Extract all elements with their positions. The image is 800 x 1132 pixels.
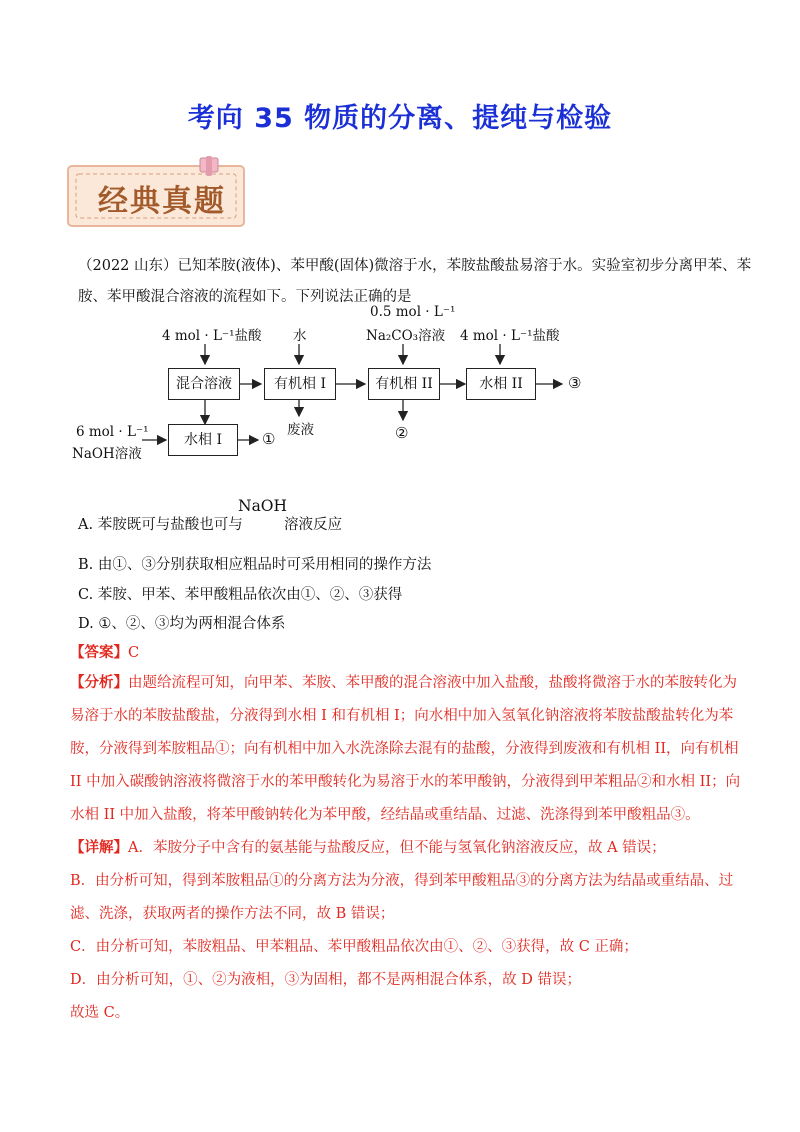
reagent-na2co3-conc: 0.5 mol · L⁻¹ <box>370 304 456 320</box>
detail-line-1 <box>70 836 666 857</box>
analysis-line-3: 胺，分液得到苯胺粗品①；向有机相中加入水洗涤除去混有的盐酸，分液得到废液和有机相 II，向有机相 <box>70 741 739 757</box>
detail-line-4: C．由分析可知，苯胺粗品、甲苯粗品、苯甲酸粗品依次由①、②、③获得，故 C 正确； <box>70 939 638 955</box>
option-b: B. 由①、③分别获取相应粗品时可采用相同的操作方法 <box>78 557 432 573</box>
answer-line <box>70 641 139 662</box>
answer-label: 【答案】 <box>70 644 128 661</box>
detail-label: 【详解】 <box>70 839 128 856</box>
answer-value: C <box>128 645 140 661</box>
analysis-line-5: 水相 II 中加入盐酸，将苯甲酸钠转化为苯甲酸，经结晶或重结晶、过滤、洗涤得到苯甲酸粗品③。 <box>70 807 700 823</box>
option-a-suffix: 溶液反应 <box>284 517 342 533</box>
box-aqueous-phase-1: 水相 I <box>168 424 238 456</box>
analysis-text-1: 由题给流程可知，向甲苯、苯胺、苯甲酸的混合溶液中加入盐酸，盐酸将微溶于水的苯胺转化为 <box>128 675 737 691</box>
option-d: D. ①、②、③均为两相混合体系 <box>78 616 286 632</box>
box-organic-phase-2: 有机相 II <box>368 368 440 400</box>
page-title: 考向 35 物质的分离、提纯与检验 <box>187 103 613 134</box>
question-line-2: 胺、苯甲酸混合溶液的流程如下。下列说法正确的是 <box>78 289 412 305</box>
flow-diagram <box>70 306 630 466</box>
output-2: ② <box>395 424 409 442</box>
box-mixed-solution: 混合溶液 <box>168 368 240 400</box>
analysis-line-4: II 中加入碳酸钠溶液将微溶于水的苯甲酸转化为易溶于水的苯甲酸钠，分液得到甲苯粗品②和水相 II；向 <box>70 774 741 790</box>
detail-text-1: A．苯胺分子中含有的氨基能与盐酸反应，但不能与氢氧化钠溶液反应，故 A 错误； <box>128 840 666 856</box>
detail-line-2: B．由分析可知，得到苯胺粗品①的分离方法为分液，得到苯甲酸粗品③的分离方法为结晶或重结晶、过 <box>70 873 734 889</box>
question-line-1: （2022 山东）已知苯胺(液体)、苯甲酸(固体)微溶于水，苯胺盐酸盐易溶于水。实验室初步分离甲苯、苯 <box>78 258 752 274</box>
reagent-water: 水 <box>293 328 307 344</box>
detail-line-3: 滤、洗涤，获取两者的操作方法不同，故 B 错误； <box>70 906 395 922</box>
analysis-label: 【分析】 <box>70 674 128 691</box>
reagent-na2co3-name: Na₂CO₃溶液 <box>366 328 446 344</box>
reagent-naoh-name: NaOH溶液 <box>72 446 142 462</box>
box-organic-phase-1: 有机相 I <box>264 368 336 400</box>
output-1: ① <box>262 430 276 448</box>
banner-label: 经典真题 <box>98 184 226 219</box>
reagent-hcl-top: 4 mol · L⁻¹盐酸 <box>162 328 262 344</box>
option-c: C. 苯胺、甲苯、苯甲酸粗品依次由①、②、③获得 <box>78 587 403 603</box>
reagent-naoh-conc: 6 mol · L⁻¹ <box>76 424 149 440</box>
analysis-line-2: 易溶于水的苯胺盐酸盐，分液得到水相 I 和有机相 I；向水相中加入氢氧化钠溶液将苯胺盐酸盐转化为苯 <box>70 708 734 724</box>
analysis-line-1 <box>70 671 737 692</box>
detail-line-5: D．由分析可知，①、②为液相，③为固相，都不是两相混合体系，故 D 错误； <box>70 972 581 988</box>
output-3: ③ <box>568 374 582 392</box>
reagent-hcl-right: 4 mol · L⁻¹盐酸 <box>460 328 560 344</box>
option-a-naoh: NaOH <box>238 497 288 515</box>
option-a-prefix: A. 苯胺既可与盐酸也可与 <box>78 517 243 533</box>
waste-liquid: 废液 <box>287 422 314 438</box>
detail-line-6: 故选 C。 <box>70 1005 130 1021</box>
box-aqueous-phase-2: 水相 II <box>466 368 536 400</box>
